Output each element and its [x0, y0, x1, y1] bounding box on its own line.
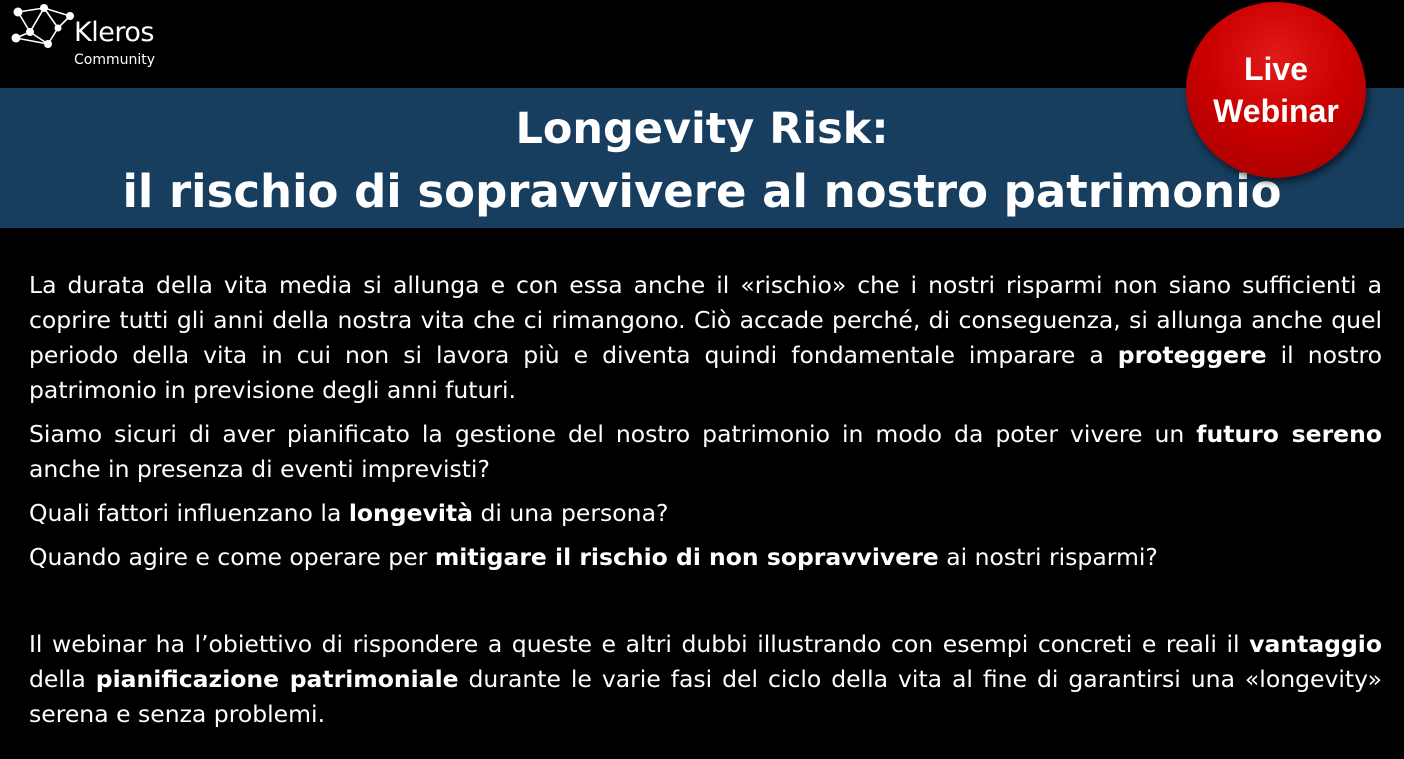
logo-name: Kleros — [74, 17, 154, 48]
page-title-line-2: il rischio di sopravvivere al nostro patrimonio — [122, 165, 1282, 218]
paragraph-objective: Il webinar ha l’obiettivo di rispondere a queste e altri dubbi illustrando con esempi concreti e reali il vantaggio della pianificazione patrimoniale durante le varie fasi del ciclo della vita al fine di garantirsi una «longevity» serena e senza problemi. — [29, 630, 1382, 728]
badge-line-1: Live — [1243, 51, 1309, 87]
badge-line-2: Webinar — [1213, 93, 1339, 129]
paragraph-question-2: Quali fattori influenzano la longevità di una persona? — [29, 499, 669, 527]
paragraph-question-3: Quando agire e come operare per mitigare il rischio di non sopravvivere ai nostri risparmi? — [29, 543, 1158, 571]
live-webinar-badge — [1186, 2, 1366, 178]
paragraph-question-1: Siamo sicuri di aver pianificato la gestione del nostro patrimonio in modo da poter vivere un futuro sereno anche in presenza di eventi imprevisti? — [29, 420, 1382, 483]
page-title-line-1: Longevity Risk: — [515, 104, 889, 154]
description-text — [29, 268, 1382, 741]
logo-subtitle: Community — [74, 52, 156, 68]
kleros-logo — [8, 2, 178, 72]
paragraph-intro: La durata della vita media si allunga e con essa anche il «rischio» che i nostri risparmi non siano sufficienti a coprire tutti gli anni della nostra vita che ci rimangono. Ciò accade perché, di conseguenza, si allunga anche quel periodo della vita in cui non si lavora più e diventa quindi fondamentale imparare a proteggere il nostro patrimonio in previsione degli anni futuri. — [29, 271, 1382, 404]
